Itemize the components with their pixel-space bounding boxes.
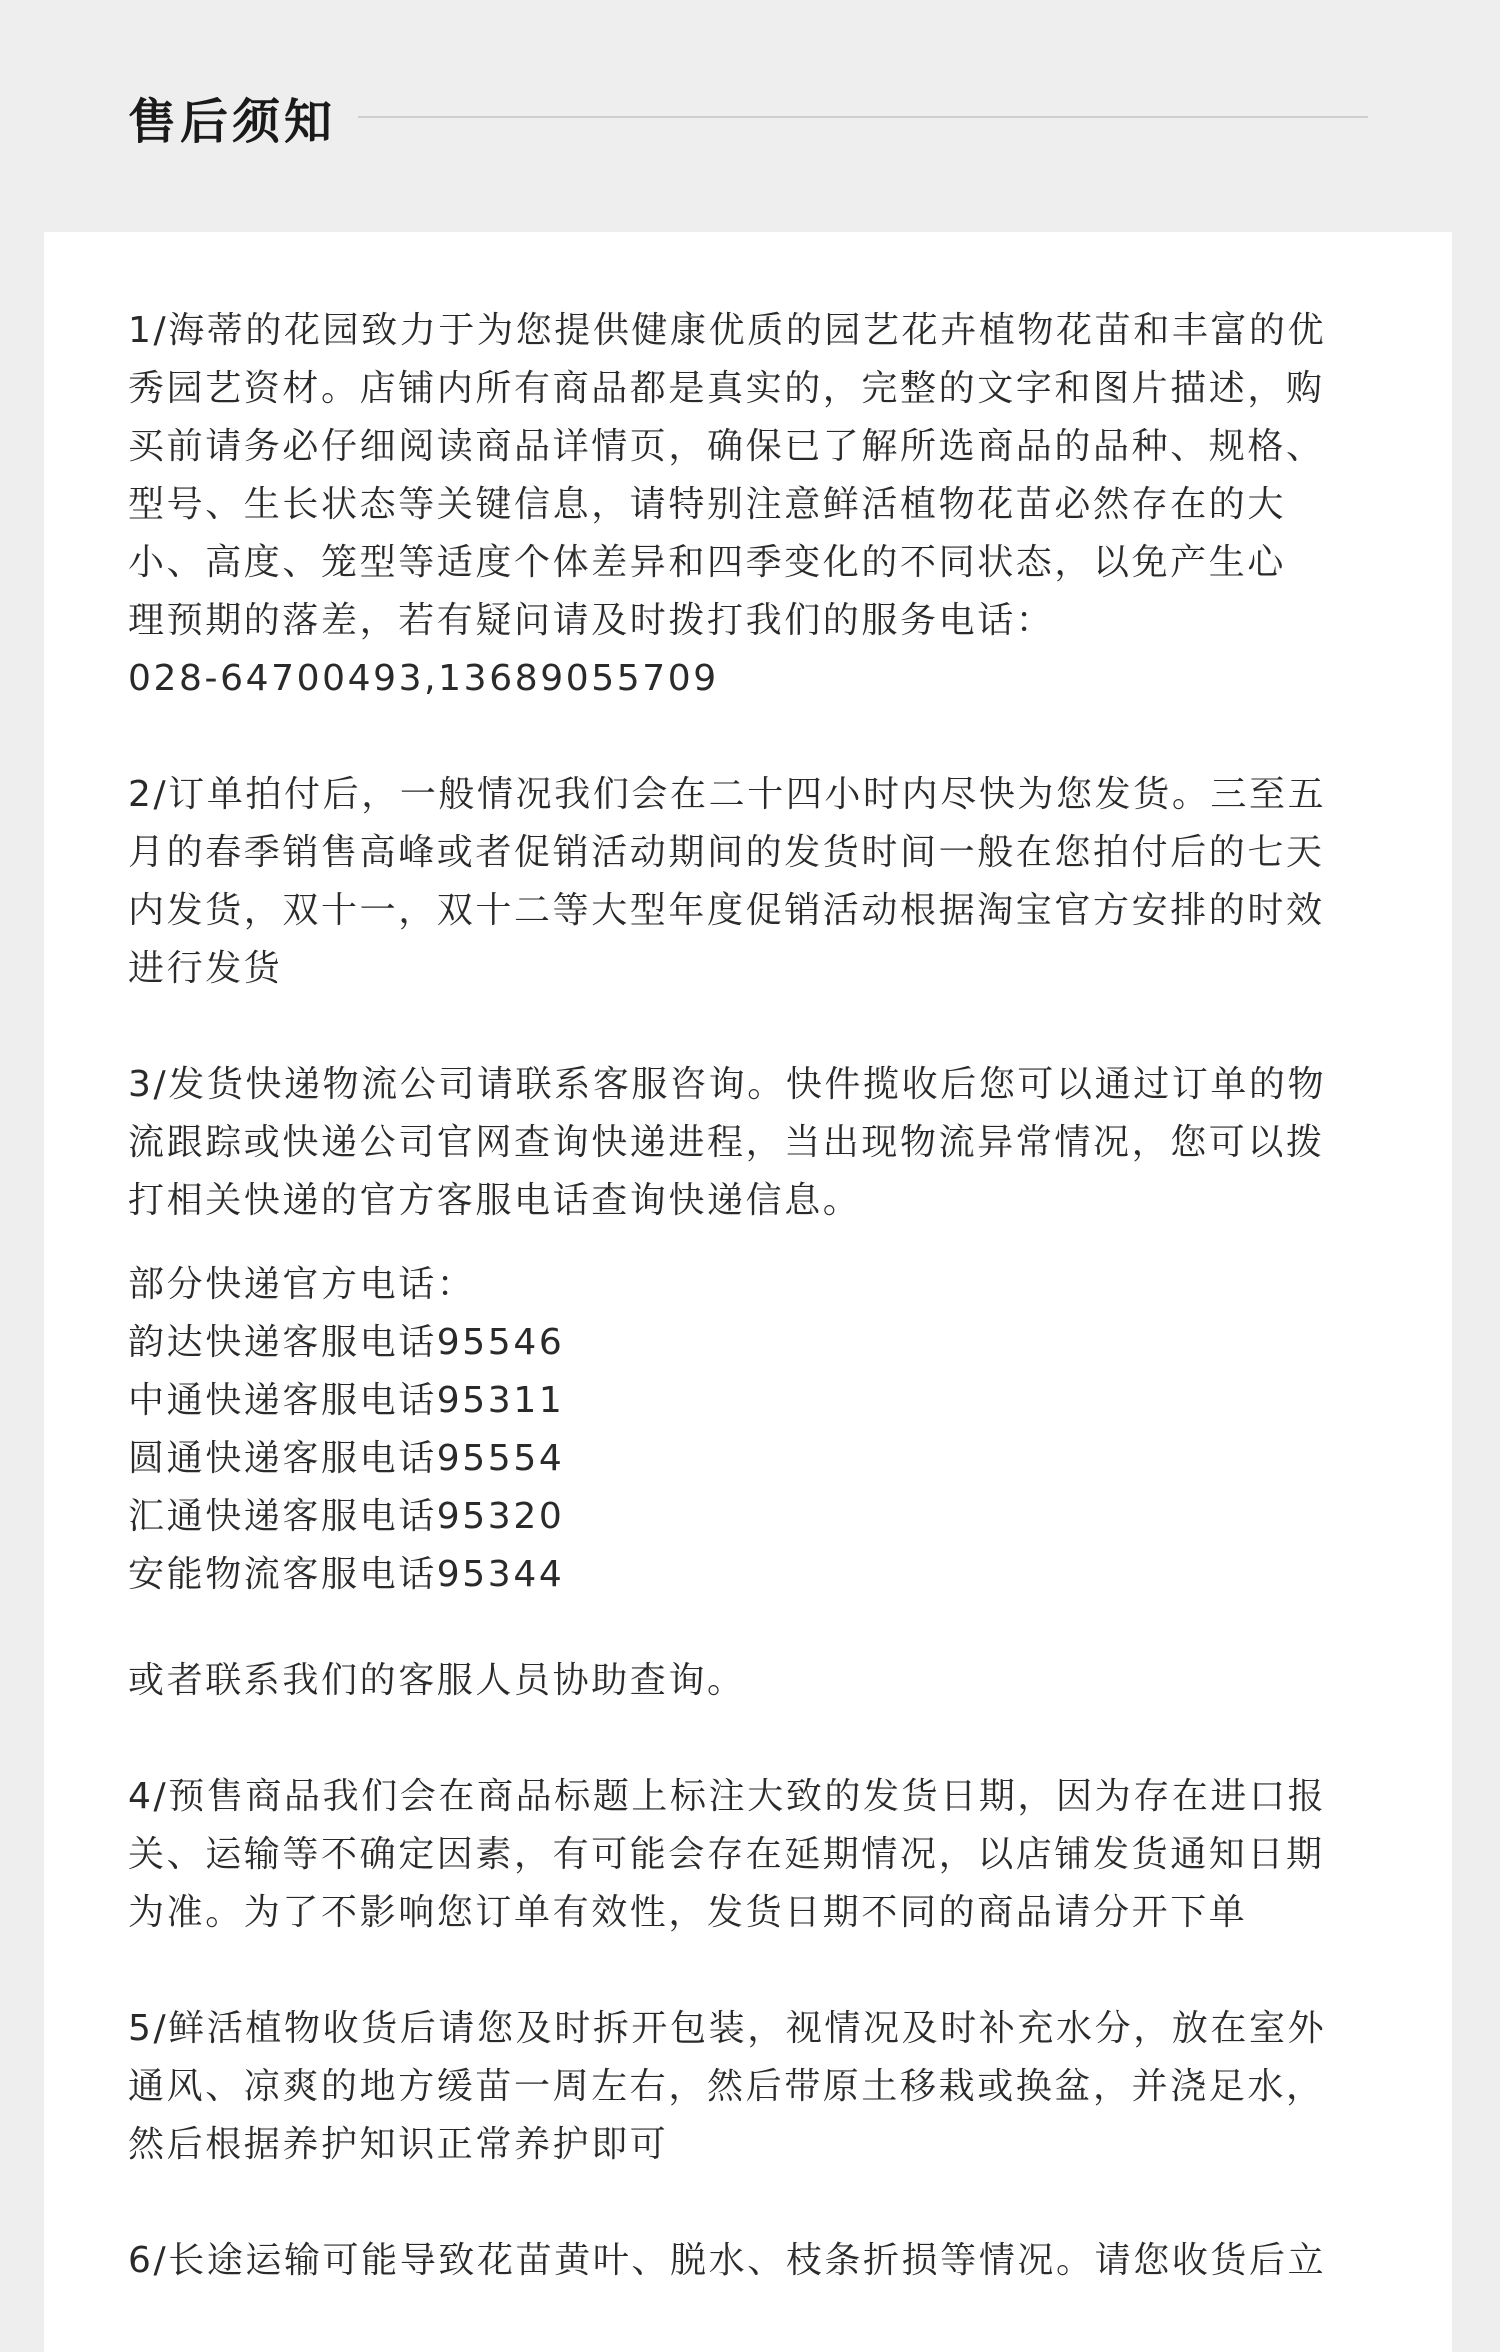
text-line: 通风、凉爽的地方缓苗一周左右，然后带原土移栽或换盆，并浇足水， — [128, 2066, 1325, 2107]
text-line: 打相关快递的官方客服电话查询快递信息。 — [128, 1180, 862, 1221]
section-header — [128, 82, 1368, 152]
text-line: 关、运输等不确定因素，有可能会存在延期情况，以店铺发货通知日期 — [128, 1834, 1325, 1875]
text-line: 秀园艺资材。店铺内所有商品都是真实的，完整的文字和图片描述，购 — [128, 368, 1325, 409]
service-phone-numbers: 028-64700493,13689055709 — [128, 658, 719, 699]
text-line: 进行发货 — [128, 948, 283, 989]
courier-phone-zhongtong: 中通快递客服电话95311 — [128, 1380, 565, 1421]
text-line: 1/海蒂的花园致力于为您提供健康优质的园艺花卉植物花苗和丰富的优 — [128, 310, 1327, 351]
paragraph-3 — [128, 1056, 1428, 1230]
text-line: 型号、生长状态等关键信息，请特别注意鲜活植物花苗必然存在的大 — [128, 484, 1287, 525]
notice-content — [128, 302, 1428, 2348]
text-line: 6/长途运输可能导致花苗黄叶、脱水、枝条折损等情况。请您收货后立 — [128, 2240, 1327, 2281]
text-line: 2/订单拍付后，一般情况我们会在二十四小时内尽快为您发货。三至五 — [128, 774, 1327, 815]
text-line: 为准。为了不影响您订单有效性，发货日期不同的商品请分开下单 — [128, 1892, 1248, 1933]
text-line: 理预期的落差，若有疑问请及时拨打我们的服务电话： — [128, 600, 1055, 641]
courier-phone-huitong: 汇通快递客服电话95320 — [128, 1496, 565, 1537]
text-line: 5/鲜活植物收货后请您及时拆开包装，视情况及时补充水分，放在室外 — [128, 2008, 1327, 2049]
section-title: 售后须知 — [128, 93, 337, 150]
text-line: 然后根据养护知识正常养护即可 — [128, 2124, 669, 2165]
paragraph-2 — [128, 766, 1428, 998]
courier-phone-yunda: 韵达快递客服电话95546 — [128, 1322, 565, 1363]
courier-list-heading: 部分快递官方电话： — [128, 1264, 476, 1305]
text-line: 4/预售商品我们会在商品标题上标注大致的发货日期，因为存在进口报 — [128, 1776, 1327, 1817]
paragraph-4 — [128, 1768, 1428, 1942]
paragraph-6 — [128, 2232, 1428, 2290]
courier-phone-list — [128, 1256, 1428, 1604]
paragraph-5 — [128, 2000, 1428, 2174]
courier-phone-anneng: 安能物流客服电话95344 — [128, 1554, 565, 1595]
text-line: 或者联系我们的客服人员协助查询。 — [128, 1660, 746, 1701]
contact-support-note — [128, 1652, 1428, 1710]
text-line: 3/发货快递物流公司请联系客服咨询。快件揽收后您可以通过订单的物 — [128, 1064, 1327, 1105]
notice-card — [44, 232, 1452, 2352]
text-line: 内发货，双十一，双十二等大型年度促销活动根据淘宝官方安排的时效 — [128, 890, 1325, 931]
paragraph-1 — [128, 302, 1428, 708]
title-divider — [358, 116, 1368, 118]
text-line: 月的春季销售高峰或者促销活动期间的发货时间一般在您拍付后的七天 — [128, 832, 1325, 873]
courier-phone-yuantong: 圆通快递客服电话95554 — [128, 1438, 565, 1479]
text-line: 小、高度、笼型等适度个体差异和四季变化的不同状态，以免产生心 — [128, 542, 1287, 583]
text-line: 流跟踪或快递公司官网查询快递进程，当出现物流异常情况，您可以拨 — [128, 1122, 1325, 1163]
text-line: 买前请务必仔细阅读商品详情页，确保已了解所选商品的品种、规格、 — [128, 426, 1325, 467]
